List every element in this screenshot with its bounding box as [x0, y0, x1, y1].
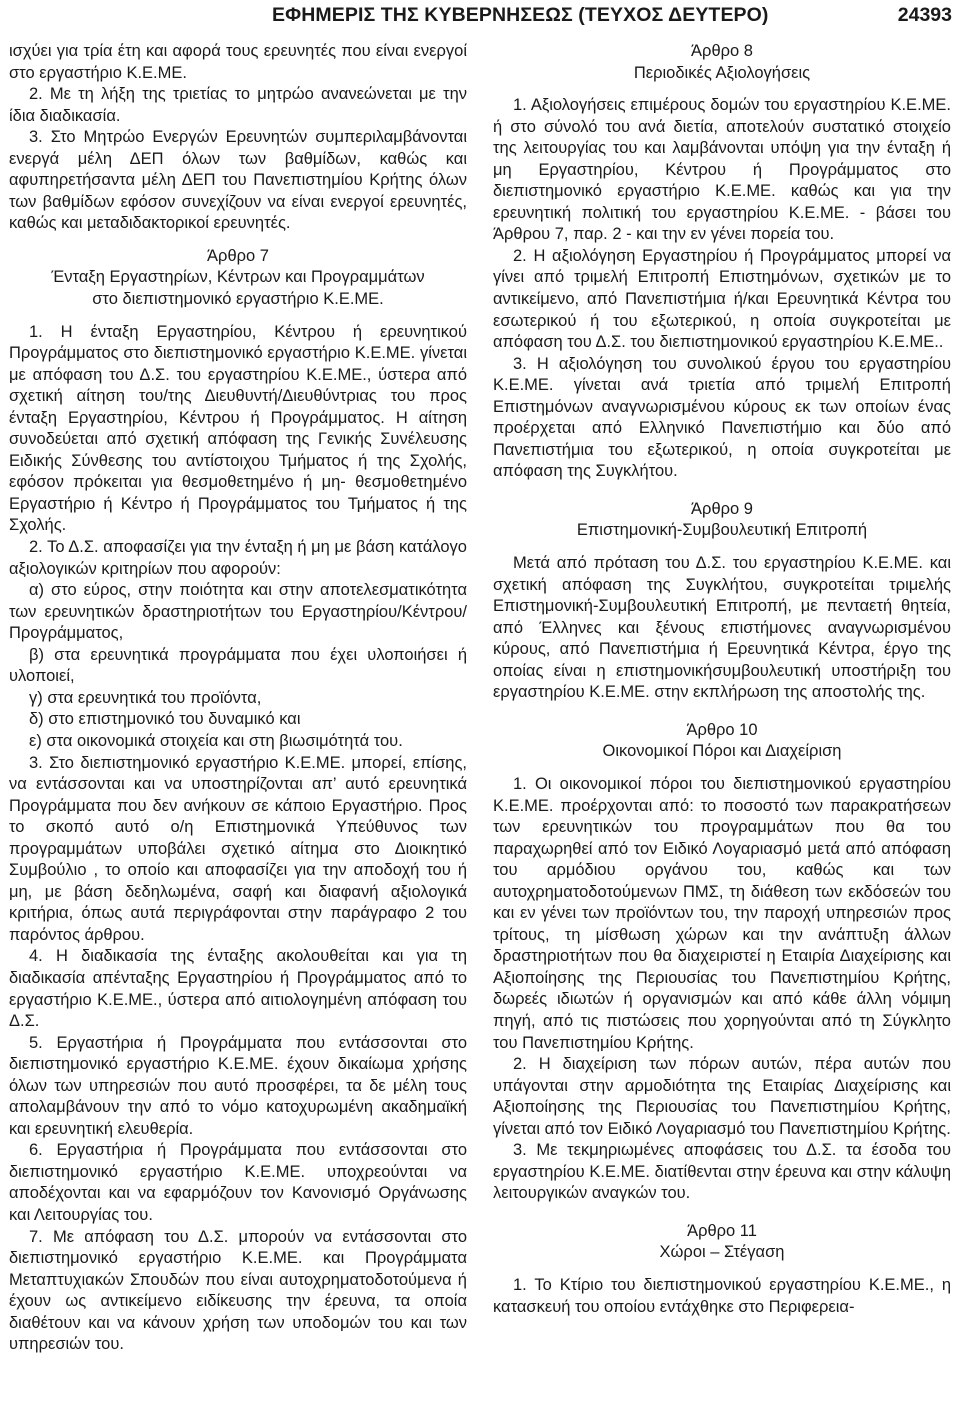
article-8-title: Άρθρο 8 [691, 42, 753, 60]
article-11-subtitle: Χώροι – Στέγαση [659, 1243, 785, 1262]
paragraph: 3. Στο Μητρώο Ενεργών Ερευνητών συμπεριλαμβάνονται ενεργά μέλη ΔΕΠ όλων των βαθμίδων, καθώς και αφυπηρετήσαντα μέλη ΔΕΠ του Πανεπιστημίου Κρήτης όλων των βαθμίδων εφόσον συνεχίζουν να είναι ενεργοί ερευνητές, καθώς και μεταδιδακτορικοί ερευνητές. [9, 128, 467, 233]
list-item: ε) στα οικονομικά στοιχεία και στη βιωσιμότητά του. [29, 731, 403, 750]
paragraph: 2. Η αξιολόγηση Εργαστηρίου ή Προγράμματος μπορεί να γίνει από τριμελή Επιτροπή Επιστημόνων, σχετικών με το αντικείμενο, από Πανεπιστήμια ή/και Ερευνητικά Κέντρα του εσωτερικού ή του εξωτερικού, η οποία συγκροτείται με απόφαση του Δ.Σ. του διεπιστημονικού εργαστηρίου Κ.Ε.ΜΕ.. [493, 246, 951, 352]
article-7-subtitle: Ένταξη Εργαστηρίων, Κέντρων και Προγραμμάτων [51, 268, 425, 287]
article-9-title: Άρθρο 9 [691, 499, 753, 518]
paragraph: 1. Το Κτίριο του διεπιστημονικού εργαστηρίου Κ.Ε.ΜΕ., η κατασκευή του οποίου εντάχθηκε στο Περιφερεια- [493, 1275, 951, 1316]
list-item: β) στα ερευνητικά προγράμματα που έχει υλοποιήσει ή υλοποιεί, [9, 645, 467, 686]
paragraph: 3. Με τεκμηριωμένες αποφάσεις του Δ.Σ. τα έσοδα του εργαστηρίου Κ.Ε.ΜΕ. διατίθενται στην έρευνα και στην κάλυψη λειτουργικών αναγκών του. [493, 1141, 951, 1203]
paragraph: 2. Το Δ.Σ. αποφασίζει για την ένταξη ή μη με βάση κατάλογο αξιολογικών κριτηρίων που αφορούν: [9, 538, 467, 578]
paragraph: 1. Η ένταξη Εργαστηρίου, Κέντρου ή ερευνητικού Προγράμματος στο διεπιστημονικό εργαστήριο Κ.Ε.ΜΕ. γίνεται με απόφαση του Δ.Σ. του εργαστηρίου Κ.Ε.ΜΕ., ύστερα από σχετική αίτηση του/της Διευθυντή/Διευθύντριας του προς ένταξη Εργαστηρίου, Κέντρου ή Προγράμματος. Η αίτηση συνοδεύεται από σχετική απόφαση της Γενικής Συνέλευσης Ειδικής Σύνθεσης του αντίστοιχου Τμήματος ή της Σχολής, εφόσον πρόκειται για θεσμοθετημένο ή μη- θεσμοθετημένο Εργαστήριο ή Κέντρο ή Προγράμματος του Τμήματος ή της Σχολής. [9, 322, 467, 535]
paragraph: 1. Αξιολογήσεις επιμέρους δομών του εργαστηρίου Κ.Ε.ΜΕ. ή στο σύνολό του ανά διετία, αποτελούν συστατικό στοιχείο της λειτουργίας του και λαμβάνονται υπόψη για την ένταξη ή μη Εργαστηρίου, Κέντρου ή Προγράμματος στο διεπιστημονικό εργαστήριο Κ.Ε.ΜΕ. καθώς και για την ερευνητική πολιτική του εργαστηρίου Κ.Ε.ΜΕ. - βάσει του Άρθρου 7, παρ. 2 - και την εν γένει πορεία του. [493, 96, 951, 244]
article-8-subtitle: Περιοδικές Αξιολογήσεις [633, 63, 811, 82]
paragraph: 6. Εργαστήρια ή Προγράμματα που εντάσσονται στο διεπιστημονικό εργαστήριο Κ.Ε.ΜΕ. υποχρεούνται να αποδέχονται και να εφαρμόζουν τον Κανονισμό Οργάνωσης και Λειτουργίας του. [9, 1141, 467, 1224]
list-item: γ) στα ερευνητικά του προϊόντα, [29, 688, 262, 707]
paragraph: Μετά από πρόταση του Δ.Σ. του εργαστηρίου Κ.Ε.ΜΕ. και σχετική απόφαση της Συγκλήτου, συγκροτείται τριμελής Επιστημονική-Συμβουλευτική Επιτροπή, με πενταετή θητεία, από Έλληνες και ξένους επιστήμονες αναγνωρισμένου κύρους, από Πανεπιστήμια ή Ερευνητικά Κέντρα, έργο της οποίας είναι η επιστημονικήσυμβουλευτική υποστήριξη του εργαστηρίου Κ.Ε.ΜΕ. στην εκπλήρωση της αποστολής της. [493, 554, 951, 702]
article-10-subtitle: Οικονομικοί Πόροι και Διαχείριση [602, 742, 842, 761]
article-7-title: Άρθρο 7 [207, 246, 269, 265]
paragraph: 2. Η διαχείριση των πόρων αυτών, πέρα αυτών που υπάγονται στην αρμοδιότητα της Εταιρίας Διαχείρισης και Αξιοποίησης της Περιουσίας του Πανεπιστημίου Κρήτης, γίνεται από τον Ειδικό Λογαριασμό του Πανεπιστημίου Κρήτης. [493, 1055, 951, 1138]
paragraph: 1. Οι οικονομικοί πόροι του διεπιστημονικού εργαστηρίου Κ.Ε.ΜΕ. προέρχονται από: το ποσοστό των παρακρατήσεων των ερευνητικών του προγραμμάτων που θα του παραχωρηθεί από τον Ειδικό Λογαριασμό μετά από απόφαση του αρμόδιου οργάνου του, καθώς και των αυτοχρηματοδοτούμενων ΠΜΣ, τη διάθεση των εκδόσεών του και εν γένει των προϊόντων του, την παροχή υπηρεσιών προς τρίτους, τη μίσθωση χώρων και την ανάπτυξη άλλων δραστηριοτήτων που θα διαχειριστεί η Εταιρία Διαχείρισης και Αξιοποίησης της Περιουσίας του Πανεπιστημίου Κρήτης, δωρεές ιδιωτών ή οργανισμών και από κάθε άλλη νόμιμη πηγή, από τις πιστώσεις που χορηγούνται από τη Σύγκλητο του Πανεπιστημίου Κρήτης. [493, 774, 951, 1052]
article-11-title: Άρθρο 11 [687, 1221, 757, 1240]
page-number: 24393 [897, 4, 952, 26]
article-10-title: Άρθρο 10 [686, 720, 758, 739]
paragraph: 3. Η αξιολόγηση του συνολικού έργου του εργαστηρίου Κ.Ε.ΜΕ. γίνεται ανά τριετία από τριμελή Επιτροπή Επιστημόνων αναγνωρισμένου κύρους εκ των οποίων ένας προέρχεται από Ελληνικό Πανεπιστήμιο και δύο από Πανεπιστήμια του εξωτερικού, η οποία συγκροτείται με απόφαση της Συγκλήτου. [493, 354, 951, 481]
gazette-title: ΕΦΗΜΕΡΙΣ ΤΗΣ ΚΥΒΕΡΝΗΣΕΩΣ (ΤΕΥΧΟΣ ΔΕΥΤΕΡΟ) [272, 4, 769, 26]
article-7-subtitle-line2: στο διεπιστημονικό εργαστήριο Κ.Ε.ΜΕ. [92, 290, 384, 309]
right-column [493, 41, 951, 1318]
page-header [0, 0, 960, 34]
article-9-subtitle: Επιστημονική-Συμβουλευτική Επιτροπή [576, 521, 868, 540]
paragraph: 2. Με τη λήξη της τριετίας το μητρώο ανανεώνεται με την ίδια διαδικασία. [9, 85, 467, 125]
list-item: δ) στο επιστημονικό του δυναμικό και [29, 710, 301, 729]
paragraph: 3. Στο διεπιστημονικό εργαστήριο Κ.Ε.ΜΕ. μπορεί, επίσης, να εντάσσονται και να υποστηρίζονται απ’ αυτό ερευνητικά Προγράμματα που δεν ανήκουν σε κάποιο Εργαστήριο. Προς το σκοπό αυτό ο/η Επιστημονικά Υπεύθυνος των προγραμμάτων υποβάλει σχετικό αίτημα στο Διοικητικό Συμβούλιο , το οποίο και αποφασίζει για την αποδοχή του ή μη, με βάση δεδηλωμένα, σαφή και διαφανή αξιολογικά κριτήρια, όπως αυτά περιγράφονται στην παράγραφο 2 του παρόντος άρθρου. [9, 753, 467, 944]
paragraph: 7. Με απόφαση του Δ.Σ. μπορούν να εντάσσονται στο διεπιστημονικό εργαστήριο Κ.Ε.ΜΕ. και Προγράμματα Μεταπτυχιακών Σπουδών που είναι αυτοχρηματοδοτούμενα ή έχουν ως αντικείμενο ειδίκευσης την έρευνα, τα οποία διαθέτουν και να κάνουν χρήση των υποδομών του και των υπηρεσιών του. [9, 1227, 467, 1354]
paragraph: ισχύει για τρία έτη και αφορά τους ερευνητές που είναι ενεργοί στο εργαστήριο Κ.Ε.ΜΕ. [9, 42, 467, 82]
paragraph: 5. Εργαστήρια ή Προγράμματα που εντάσσονται στο διεπιστημονικό εργαστήριο Κ.Ε.ΜΕ. έχουν δικαίωμα χρήσης όλων των υπηρεσιών που αυτό προσφέρει, τα δε μέλη τους απολαμβάνουν την από το νόμο κατοχυρωμένη ακαδημαϊκή και ερευνητική ελευθερία. [9, 1033, 467, 1138]
left-column [9, 41, 467, 1356]
list-item: α) στο εύρος, στην ποιότητα και στην αποτελεσματικότητα των ερευνητικών δραστηριοτήτων του Εργαστηρίου/Κέντρου/Προγράμματος, [9, 581, 467, 643]
paragraph: 4. Η διαδικασία της ένταξης ακολουθείται και για τη διαδικασία απένταξης Εργαστηρίου ή Προγράμματος από το εργαστήριο Κ.Ε.ΜΕ., ύστερα από αιτιολογημένη απόφαση του Δ.Σ. [9, 947, 467, 1031]
